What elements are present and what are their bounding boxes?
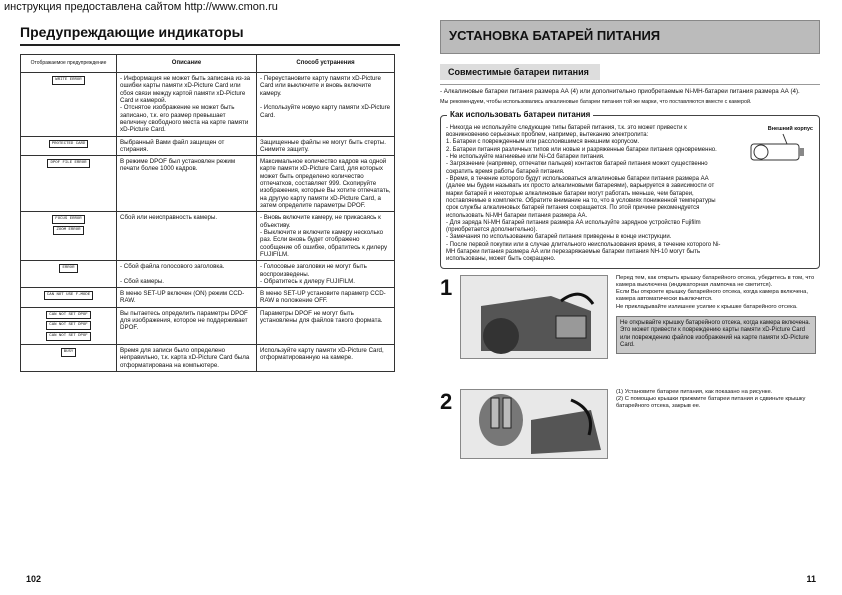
description-cell: - Сбой файла голосового заголовка. - Сбой камеры. — [117, 261, 257, 288]
indicator-cell — [21, 288, 117, 308]
table-row — [21, 212, 395, 261]
fix-cell: Параметры DPOF не могут быть установлены для файлов такого формата. — [257, 307, 395, 344]
lcd-indicator: PROTECTED CARD — [49, 140, 89, 149]
lcd-indicator: WRITE ERROR — [52, 76, 84, 85]
step-2-text: (1) Установите батареи питания, как показано на рисунке. (2) С помощью крышки прижмите батареи питания и сдвиньте крышку батарейного отсека, закрыв ее. — [616, 388, 806, 410]
subsection-title: Совместимые батареи питания — [440, 64, 600, 80]
table-row — [21, 344, 395, 371]
table-row — [21, 261, 395, 288]
description-cell: Выбранный Вами файл защищен от стирания. — [117, 136, 257, 156]
lcd-indicator: CAN NOT USE F-MODE — [44, 291, 93, 300]
description-cell: Время для записи было определено неправильно, т.к. карта xD-Picture Card была отформатирована на компьютере. — [117, 344, 257, 371]
step-1-text — [616, 275, 816, 354]
indicator-cell — [21, 212, 117, 261]
battery-label: Внешний корпус — [767, 125, 813, 132]
description-cell: В меню SET-UP включен (ON) режим CCD-RAW. — [117, 288, 257, 308]
warning-table — [20, 54, 395, 372]
col-header-fix: Способ устранения — [257, 55, 395, 73]
lcd-indicator: CAN NOT SET DPOF — [46, 332, 90, 341]
usage-box-body: - Никогда не используйте следующие типы батарей питания, т.к. это может привести к возникновению серьезных проблем, например, вытеканию электролита: 1. Батареи с поврежденным или расслоившимся внешним корпусом. 2. Батареи питания различных типов или новые и разряженные батареи питания одновременно. - Не используйте магниевые или Ni-Cd батареи питания. - Загрязнение (например, отпечатки пальцев) контактов батарей питания может существенно сократить время работы батарей питания. - Время, в течение которого будут использоваться алкалиновые батареи питания размера АА (далее мы будем называть их просто алкалиновыми батареями), варьируется в зависимости от марки батарей и некоторые алкалиновые батареи могут работать меньше, чем батареи, поставляемые в комплекте. Обратите внимание на то, что в условиях пониженной температуры срок службы алкалиновых батарей питания сокращается. По этой причине рекомендуется использовать Ni-MH батареи питания размера АА. - Для заряда Ni-MH батарей питания размера АА используйте зарядное устройство Fujifilm (приобретается дополнительно). - Замечания по использованию батарей питания приведены в конце инструкции. - После первой покупки или в случае длительного неиспользования время, в течение которого Ni-MH батареи питания размера АА или перезаряжаемые батареи питания NH-10 могут быть использованы, может быть сокращено. — [446, 124, 721, 263]
step-1 — [440, 275, 820, 385]
table-row — [21, 288, 395, 308]
page-number: 102 — [26, 574, 42, 584]
step-1-bullet: Если Вы откроете крышку батарейного отсека, когда камера включена, камера автоматически выключится. — [616, 289, 809, 303]
col-header-description: Описание — [117, 55, 257, 73]
section-title: УСТАНОВКА БАТАРЕЙ ПИТАНИЯ — [440, 20, 820, 54]
lcd-indicator: ERROR — [59, 264, 77, 273]
page-number: 11 — [806, 574, 816, 584]
table-row — [21, 156, 395, 212]
indicator-cell — [21, 136, 117, 156]
lcd-indicator: BUSY — [61, 348, 77, 357]
usage-box — [440, 109, 820, 269]
indicator-cell — [21, 344, 117, 371]
lcd-indicator: FOCUS ERROR — [52, 215, 84, 224]
recommendation-note: Мы рекомендуем, чтобы использовались алкалиновые батареи питания той же марки, что поставляются вместе с камерой. — [440, 98, 752, 105]
battery-insert-illustration — [460, 389, 608, 459]
indicator-cell — [21, 307, 117, 344]
compatible-batteries-text: - Алкалиновые батареи питания размера АА (4) или дополнительно приобретаемые Ni-MH-батареи питания размера АА (4). — [440, 88, 800, 95]
usage-box-title: Как использовать батареи питания — [447, 110, 593, 120]
indicator-cell — [21, 156, 117, 212]
col-header-indicator: Отображаемое предупреждение — [21, 55, 117, 73]
page-title: Предупреждающие индикаторы — [20, 24, 400, 46]
camera-illustration — [460, 275, 608, 359]
left-page — [20, 14, 400, 592]
table-row — [21, 307, 395, 344]
table-row — [21, 73, 395, 137]
fix-cell: - Вновь включите камеру, не прикасаясь к объективу. - Выключите и включите камеру несколько раз. Если вновь будет отображено сообщение об ошибке, обратитесь к дилеру FUJIFILM. — [257, 212, 395, 261]
battery-icon — [743, 132, 813, 170]
step-number: 1 — [440, 274, 453, 300]
description-cell: Сбой или неисправность камеры. — [117, 212, 257, 261]
description-cell: Вы пытаетесь определить параметры DPOF для изображения, которое не поддерживает DPOF. — [117, 307, 257, 344]
fix-cell: - Переустановите карту памяти xD-Picture Card или выключите и вновь включите камеру. - Используйте новую карту памяти xD-Picture Card. — [257, 73, 395, 137]
step-2 — [440, 389, 820, 499]
lcd-indicator: CAN NOT SET DPOF — [46, 321, 90, 330]
step-number: 2 — [440, 388, 453, 414]
step-1-bullet: Не прикладывайте излишнее усилие к крышке батарейного отсека. — [616, 303, 798, 310]
description-cell: В режиме DPOF был установлен режим печати более 1000 кадров. — [117, 156, 257, 212]
indicator-cell — [21, 261, 117, 288]
source-line: инструкция предоставлена сайтом http://www.cmon.ru — [4, 1, 278, 13]
fix-cell: Максимальное количество кадров на одной карте памяти xD-Picture Card, для которых может быть определено количество отпечатков, составляет 999. Скопируйте изображения, которые Вы хотите отпечатать, на другую карту памяти xD-Picture Card, а затем определите параметры DPOF. — [257, 156, 395, 212]
lcd-indicator: CAN NOT SET DPOF — [46, 311, 90, 320]
lcd-indicator: ZOOM ERROR — [53, 226, 83, 235]
table-row — [21, 136, 395, 156]
battery-illustration — [743, 126, 813, 176]
fix-cell: Защищенные файлы не могут быть стерты. Снимите защиту. — [257, 136, 395, 156]
step-1-instruction: Перед тем, как открыть крышку батарейного отсека, убедитесь в том, что камера выключена (индикаторная лампочка не светится). — [616, 274, 815, 288]
fix-cell: - Голосовые заголовки не могут быть воспроизведены. - Обратитесь к дилеру FUJIFILM. — [257, 261, 395, 288]
fix-cell: Используйте карту памяти xD-Picture Card, отформатированную на камере. — [257, 344, 395, 371]
indicator-cell — [21, 73, 117, 137]
description-cell: - Информация не может быть записана из-за ошибки карты памяти xD-Picture Card или сбоя связи между картой памяти xD-Picture Card и камерой. - Отснятое изображение не может быть записано, т.к. его размер превышает величину свободного места на карте памяти xD-Picture Card. — [117, 73, 257, 137]
fix-cell: В меню SET-UP установите параметр CCD-RAW в положение OFF. — [257, 288, 395, 308]
right-page — [440, 14, 820, 592]
caution-box: Не открывайте крышку батарейного отсека, когда камера включена. Это может привести к повреждению карты памяти xD-Picture Card или повреждению файлов изображений на карте памяти xD-Picture Card. — [616, 316, 816, 354]
lcd-indicator: DPOF FILE ERROR — [47, 159, 89, 168]
